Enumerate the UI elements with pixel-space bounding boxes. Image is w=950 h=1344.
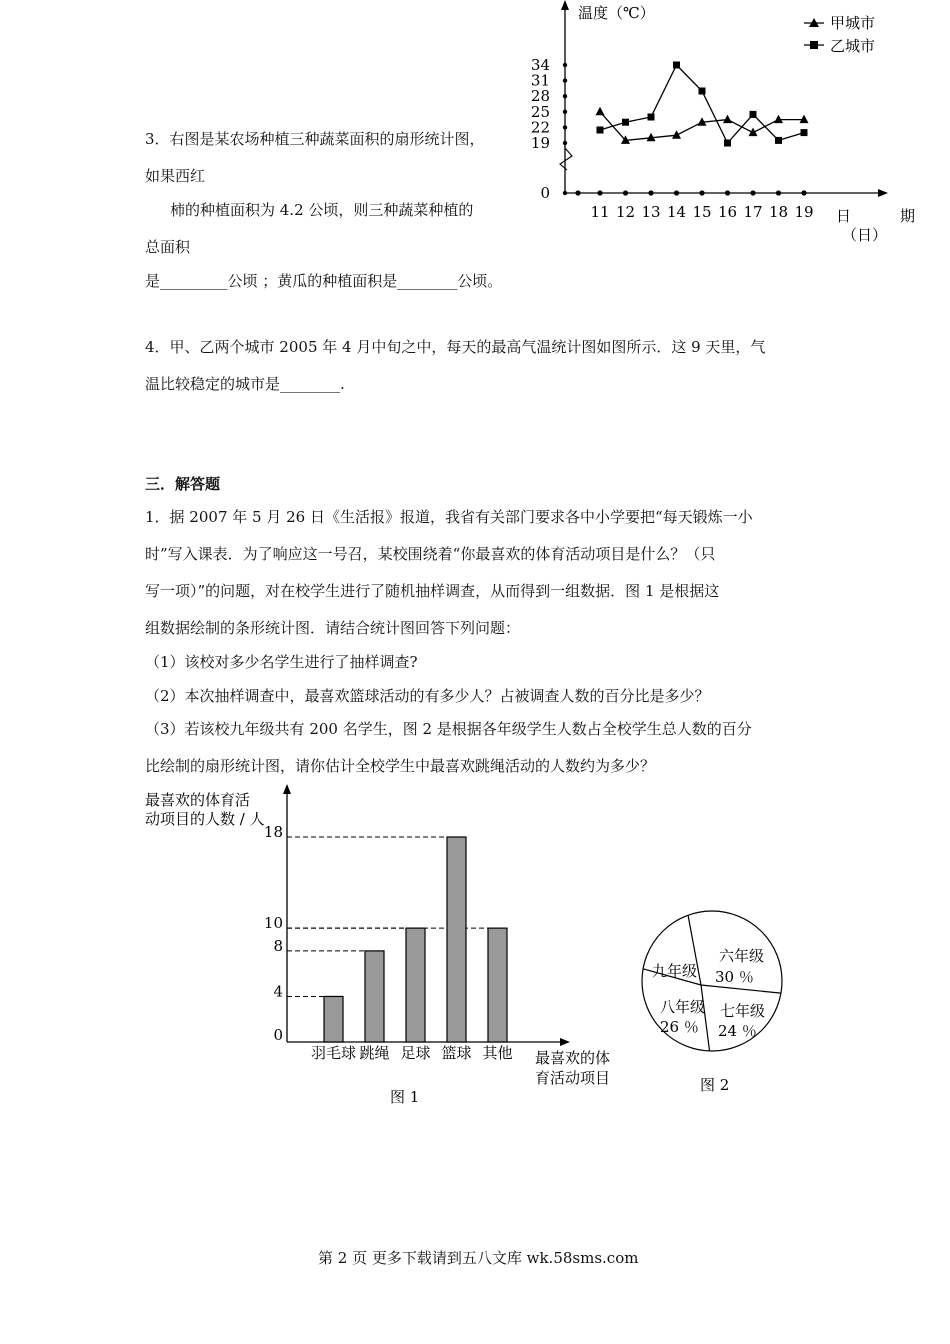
x-tick-dot: [648, 190, 653, 195]
pie-label-grade-9: 九年级: [652, 962, 698, 980]
x-tick-label: 跳绳: [359, 1044, 390, 1062]
q3-line-2: 如果西红: [145, 167, 206, 185]
x-tick-dot: [674, 190, 679, 195]
x-tick-label: 11: [590, 203, 610, 221]
x-tick-dot: [575, 190, 580, 195]
bar: [488, 928, 507, 1042]
s3-p1-line-1: 1．据 2007 年 5 月 26 日《生活报》报道，我省有关部门要求各中小学要把“每天锻炼一小: [145, 508, 753, 526]
s3-p1-line-2: 时”写入课表．为了响应这一号召，某校围绕着“你最喜欢的体育活动项目是什么？（只: [145, 545, 716, 563]
x-tick-label: 17: [743, 203, 763, 221]
figure-1-caption: 图 1: [390, 1088, 420, 1106]
bar: [324, 996, 343, 1042]
figure-2-caption: 图 2: [700, 1076, 730, 1094]
series-1-point: [800, 115, 809, 124]
y-tick-label: 22: [530, 118, 550, 137]
x-tick-dot: [801, 190, 806, 195]
line-chart-xlabel-3: （日）: [842, 226, 888, 244]
series-1-point: [672, 130, 681, 139]
y-tick-label: 31: [530, 71, 550, 90]
bar: [365, 951, 384, 1042]
s3-sub-2: （2）本次抽样调查中，最喜欢篮球活动的有多少人？占被调查人数的百分比是多少？: [145, 687, 710, 705]
x-tick-dot: [597, 190, 602, 195]
y-tick-label: 4: [273, 982, 283, 1001]
x-tick-label: 足球: [400, 1044, 431, 1062]
line-chart-legend: [804, 14, 875, 55]
x-tick-dot: [725, 190, 730, 195]
series-2-point: [750, 111, 757, 118]
y-tick-label: 0: [540, 184, 550, 202]
legend-label-series-1: 甲城市: [830, 14, 876, 32]
series-2-point: [775, 137, 782, 144]
bar: [406, 928, 425, 1042]
y-tick-dot: [563, 110, 567, 114]
y-tick-dot: [563, 78, 567, 82]
pie-label-grade-8: 八年级: [660, 998, 706, 1016]
q3-line-4: 总面积: [145, 238, 191, 256]
y-tick-label: 34: [530, 56, 550, 74]
y-tick-dot: [563, 125, 567, 129]
series-2-point: [622, 119, 629, 126]
series-2-point: [673, 62, 680, 69]
y-tick-label: 25: [530, 102, 550, 121]
x-tick-dot: [776, 190, 781, 195]
x-tick-label: 18: [768, 203, 789, 221]
x-tick-label: 羽毛球: [310, 1044, 357, 1062]
x-tick-dot: [623, 190, 628, 195]
line-chart-xlabel-2: 期: [900, 207, 916, 225]
pie-value-grade-6: 30 ％: [715, 968, 754, 986]
series-2-point: [699, 88, 706, 95]
y-tick-label: 0: [273, 1026, 283, 1044]
x-tick-label: 12: [615, 203, 636, 221]
bar-chart-xlabel-line-1: 最喜欢的体: [535, 1049, 611, 1067]
line-chart-xlabel-1: 日: [836, 207, 852, 225]
q3-line-1: 3．右图是某农场种植三种蔬菜面积的扇形统计图，: [145, 130, 485, 148]
y-tick-label: 28: [530, 87, 550, 106]
section-heading: 三．解答题: [145, 475, 221, 493]
x-tick-label: 19: [794, 203, 814, 221]
series-1-point: [596, 107, 605, 116]
x-tick-label: 16: [717, 203, 738, 221]
y-tick-label: 8: [273, 936, 283, 955]
y-tick-dot: [563, 191, 567, 195]
page-footer: 第 2 页 更多下载请到五八文库 wk.58sms.com: [318, 1249, 639, 1267]
grade-pie-chart: [630, 910, 800, 1100]
q3-line-3: 柿的种植面积为 4.2 公顷，则三种蔬菜种植的: [170, 201, 474, 219]
s3-sub-3-line-1: （3）若该校九年级共有 200 名学生，图 2 是根据各年级学生人数占全校学生总人数的百分: [145, 720, 752, 738]
x-tick-label: 15: [692, 203, 712, 221]
series-2-point: [597, 127, 604, 134]
line-chart-ylabel: 温度（℃）: [578, 4, 655, 22]
bar-chart-ylabel-line-1: 最喜欢的体育活: [145, 791, 251, 809]
y-tick-dot: [563, 94, 567, 98]
y-tick-label: 18: [263, 823, 283, 841]
q4-line-1: 4．甲、乙两个城市 2005 年 4 月中旬之中，每天的最高气温统计图如图所示．这 9 天里，气: [145, 338, 766, 356]
y-tick-dot: [563, 63, 567, 67]
series-line-2: [600, 65, 804, 143]
pie-value-grade-7: 24 ％: [718, 1022, 757, 1040]
pie-label-grade-7: 七年级: [720, 1002, 766, 1020]
series-2-point: [724, 140, 731, 147]
x-tick-dot: [750, 190, 755, 195]
q3-line-5: 是_________公顷 ；黄瓜的种植面积是________公顷。: [145, 272, 503, 290]
series-1-point: [723, 115, 732, 124]
y-tick-label: 19: [530, 134, 550, 152]
sports-bar-chart: [140, 780, 640, 1110]
bar-chart-xlabel-line-2: 育活动项目: [535, 1069, 611, 1087]
legend-label-series-2: 乙城市: [830, 37, 876, 55]
y-tick-label: 10: [263, 914, 283, 933]
s3-p1-line-4: 组数据绘制的条形统计图．请结合统计图回答下列问题：: [145, 619, 521, 637]
x-tick-label: 13: [641, 203, 661, 221]
bar-chart-ylabel-line-2: 动项目的人数 / 人: [145, 810, 265, 828]
s3-p1-line-3: 写一项）”的问题，对在校学生进行了随机抽样调查，从而得到一组数据．图 1 是根据这: [145, 582, 720, 600]
temperature-line-chart: [520, 0, 940, 260]
series-2-point: [648, 114, 655, 121]
s3-sub-1: （1）该校对多少名学生进行了抽样调查?: [145, 653, 418, 671]
bar: [447, 837, 466, 1042]
pie-value-grade-8: 26 ％: [660, 1018, 699, 1036]
q4-line-2: 温比较稳定的城市是________.: [145, 375, 345, 393]
series-1-point: [774, 115, 783, 124]
x-tick-label: 篮球: [441, 1044, 472, 1062]
s3-sub-3-line-2: 比绘制的扇形统计图，请你估计全校学生中最喜欢跳绳活动的人数约为多少？: [145, 757, 656, 775]
series-1-point: [749, 128, 758, 137]
x-tick-label: 14: [666, 203, 687, 221]
series-2-point: [801, 129, 808, 136]
x-tick-dot: [699, 190, 704, 195]
pie-label-grade-6: 六年级: [719, 947, 765, 965]
y-tick-dot: [563, 141, 567, 145]
x-tick-label: 其他: [482, 1044, 513, 1062]
